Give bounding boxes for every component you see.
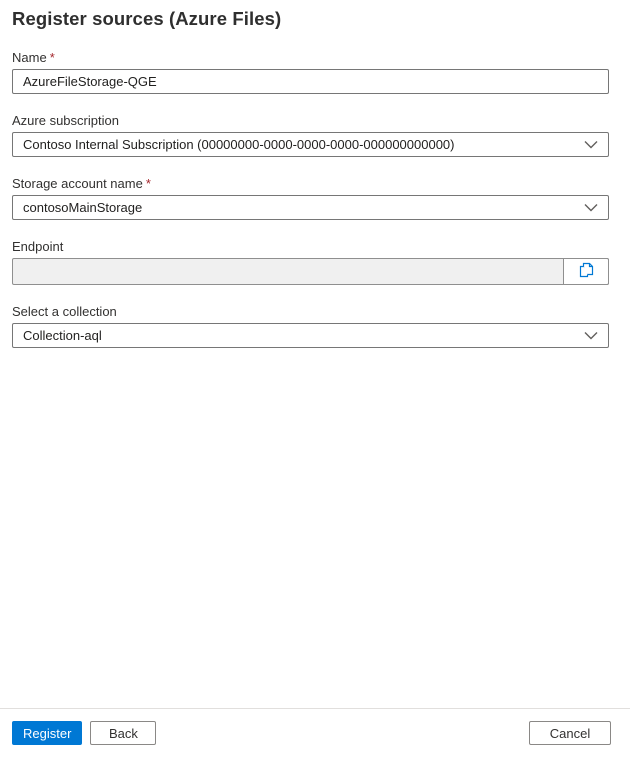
- name-field-group: [12, 50, 609, 94]
- endpoint-readonly-input: [12, 258, 609, 285]
- subscription-field-group: [12, 113, 609, 157]
- endpoint-label: Endpoint: [12, 239, 64, 254]
- cancel-button[interactable]: Cancel: [529, 721, 611, 745]
- collection-dropdown[interactable]: [12, 323, 609, 348]
- collection-field-group: [12, 304, 609, 348]
- required-asterisk: *: [145, 176, 151, 191]
- name-input[interactable]: [12, 69, 609, 94]
- page-title: Register sources (Azure Files): [12, 8, 282, 29]
- back-button[interactable]: Back: [90, 721, 156, 745]
- required-asterisk: *: [49, 50, 55, 65]
- storage-account-dropdown[interactable]: [12, 195, 609, 220]
- copy-icon: [579, 262, 594, 281]
- subscription-label: Azure subscription: [12, 113, 119, 128]
- copy-endpoint-button[interactable]: [563, 258, 609, 285]
- register-button[interactable]: Register: [12, 721, 82, 745]
- chevron-down-icon: [584, 140, 598, 149]
- name-label: Name *: [12, 50, 55, 65]
- chevron-down-icon: [584, 203, 598, 212]
- collection-selected-value: Collection-aql: [23, 328, 102, 343]
- subscription-dropdown[interactable]: [12, 132, 609, 157]
- storage-account-label: Storage account name *: [12, 176, 151, 191]
- register-sources-panel: [0, 0, 630, 348]
- subscription-selected-value: Contoso Internal Subscription (00000000-0000-0000-0000-000000000000): [23, 137, 455, 152]
- chevron-down-icon: [584, 331, 598, 340]
- storage-account-selected-value: contosoMainStorage: [23, 200, 143, 215]
- footer-action-bar: [0, 708, 630, 757]
- collection-label: Select a collection: [12, 304, 117, 319]
- storage-account-field-group: [12, 176, 609, 220]
- endpoint-field-group: [12, 239, 609, 285]
